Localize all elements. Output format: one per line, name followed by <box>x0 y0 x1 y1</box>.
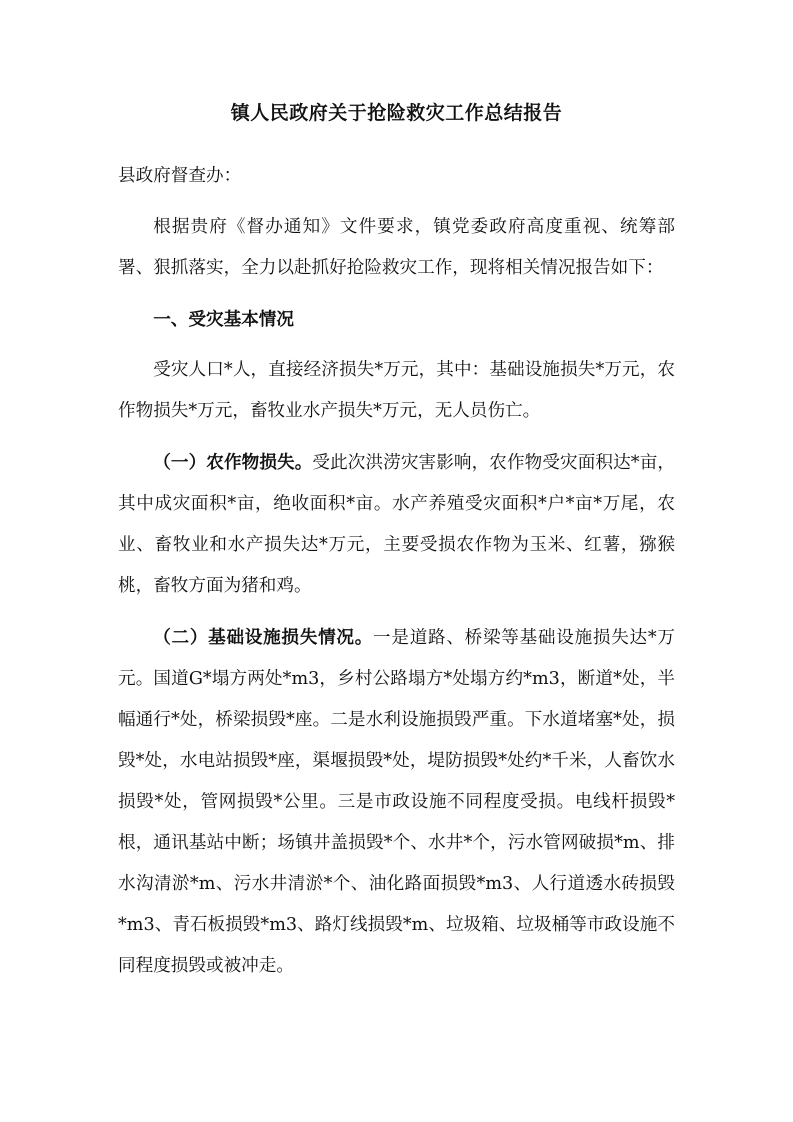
crop-loss-paragraph <box>118 442 675 607</box>
section-heading-1: 一、受灾基本情况 <box>153 309 294 330</box>
crop-loss-lead: （一）农作物损失。 <box>153 452 313 473</box>
salutation: 县政府督查办： <box>118 166 242 186</box>
summary-paragraph: 受灾人口*人，直接经济损失*万元，其中：基础设施损失*万元，农作物损失*万元，畜牧业水产损失*万元，无人员伤亡。 <box>118 360 675 421</box>
infrastructure-loss-paragraph <box>118 617 675 987</box>
document-title: 镇人民政府关于抢险救灾工作总结报告 <box>230 102 563 124</box>
infrastructure-loss-body: 一是道路、桥梁等基础设施损失达*万元。国道G*塌方两处*m3，乡村公路塌方*处塌方约*m3，断道*处，半幅通行*处，桥梁损毁*座。二是水利设施损毁严重。下水道堵塞*处，损毁*处，水电站损毁*座，渠堰损毁*处，堤防损毁*处约*千米，人畜饮水损毁*处，管网损毁*公里。三是市政设施不同程度受损。电线杆损毁*根，通讯基站中断；场镇井盖损毁*个、水井*个，污水管网破损*m、排水沟清淤*m、污水井清淤*个、油化路面损毁*m3、人行道透水砖损毁*m3、青石板损毁*m3、路灯线损毁*m、垃圾箱、垃圾桶等市政设施不同程度损毁或被冲走。 <box>118 628 675 976</box>
intro-paragraph: 根据贵府《督办通知》文件要求，镇党委政府高度重视、统筹部署、狠抓落实，全力以赴抓好抢险救灾工作，现将相关情况报告如下： <box>118 217 675 278</box>
infrastructure-loss-lead: （二）基础设施损失情况。 <box>153 627 374 648</box>
crop-loss-body: 受此次洪涝灾害影响，农作物受灾面积达*亩，其中成灾面积*亩，绝收面积*亩。水产养殖受灾面积*户*亩*万尾，农业、畜牧业和水产损失达*万元，主要受损农作物为玉米、红薯，猕猴桃，畜牧方面为猪和鸡。 <box>118 453 675 596</box>
